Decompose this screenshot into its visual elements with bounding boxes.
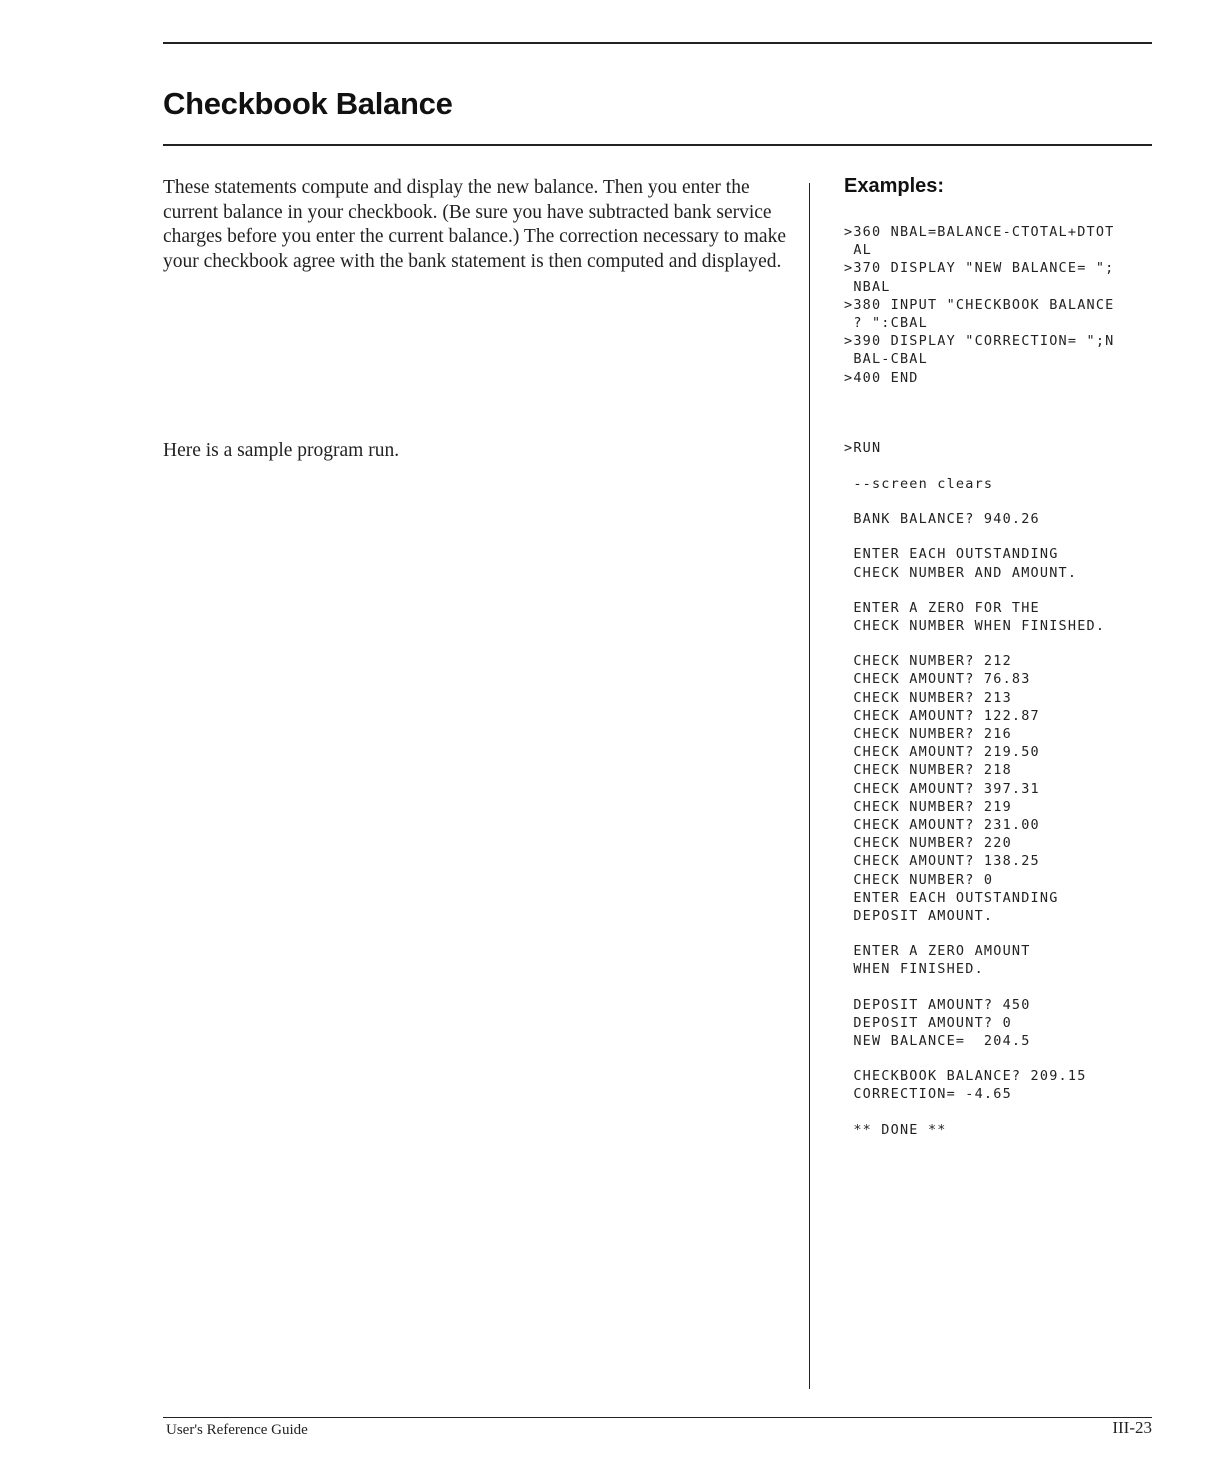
output-line: WHEN FINISHED.: [844, 961, 984, 978]
output-line: CHECK AMOUNT? 138.25: [844, 853, 1040, 870]
output-line: DEPOSIT AMOUNT? 0: [844, 1014, 1012, 1031]
output-line: CHECK NUMBER WHEN FINISHED.: [844, 618, 1106, 635]
code-line: BAL-CBAL: [844, 351, 928, 368]
output-line: [844, 493, 1105, 510]
sample-run-intro: Here is a sample program run.: [163, 440, 400, 461]
output-line: DEPOSIT AMOUNT? 450: [844, 996, 1031, 1013]
examples-heading: Examples:: [844, 175, 945, 197]
output-line: CHECK NUMBER? 212: [844, 653, 1012, 670]
column-divider: [809, 183, 810, 1389]
intro-paragraph: These statements compute and display the new balance. Then you enter the current balance in your checkbook. (Be sure you have subtracted bank service charges before you enter the current balance.) The correction necessary to make your checkbook agree with the bank statement is then computed and displayed.: [163, 177, 786, 272]
output-line: BANK BALANCE? 940.26: [844, 511, 1040, 528]
output-line: CHECK AMOUNT? 122.87: [844, 707, 1040, 724]
run-command: >RUN: [844, 440, 882, 456]
code-line: NBAL: [844, 278, 891, 295]
title-underline-rule: [163, 144, 1152, 146]
top-rule: [163, 42, 1152, 44]
output-line: [844, 582, 1105, 599]
page-title: Checkbook Balance: [163, 86, 453, 121]
sample-output: [844, 475, 1105, 1139]
output-line: [844, 925, 1105, 942]
code-listing: [844, 223, 1115, 387]
footer-rule: [163, 1417, 1152, 1418]
output-line: CHECK NUMBER? 220: [844, 835, 1012, 852]
output-line: CHECK NUMBER AND AMOUNT.: [844, 564, 1078, 581]
output-line: DEPOSIT AMOUNT.: [844, 908, 994, 925]
output-line: ** DONE **: [844, 1121, 947, 1138]
output-line: [844, 1050, 1105, 1067]
output-line: ENTER A ZERO AMOUNT: [844, 943, 1031, 960]
output-line: --screen clears: [844, 476, 994, 492]
output-line: [844, 979, 1105, 996]
code-line: >380 INPUT "CHECKBOOK BALANCE: [844, 296, 1115, 313]
output-line: CHECK NUMBER? 218: [844, 762, 1012, 779]
code-line: >400 END: [844, 369, 919, 386]
output-line: CHECK NUMBER? 216: [844, 726, 1012, 743]
code-line: AL: [844, 242, 872, 259]
footer-guide-title: User's Reference Guide: [166, 1422, 308, 1438]
output-line: CHECK NUMBER? 219: [844, 798, 1012, 815]
output-line: CHECKBOOK BALANCE? 209.15: [844, 1068, 1087, 1085]
code-line: >370 DISPLAY "NEW BALANCE= ";: [844, 260, 1115, 277]
output-line: CHECK AMOUNT? 219.50: [844, 744, 1040, 761]
output-line: [844, 528, 1105, 545]
code-line: >360 NBAL=BALANCE-CTOTAL+DTOT: [844, 224, 1115, 240]
output-line: CORRECTION= -4.65: [844, 1086, 1012, 1103]
code-line: ? ":CBAL: [844, 315, 928, 332]
output-line: CHECK NUMBER? 213: [844, 689, 1012, 706]
output-line: CHECK NUMBER? 0: [844, 871, 994, 888]
output-line: ENTER A ZERO FOR THE: [844, 599, 1040, 616]
output-line: NEW BALANCE= 204.5: [844, 1033, 1031, 1050]
output-line: CHECK AMOUNT? 397.31: [844, 780, 1040, 797]
output-line: [844, 635, 1105, 652]
output-line: [844, 1104, 1105, 1121]
output-line: CHECK AMOUNT? 231.00: [844, 817, 1040, 834]
page-number: III-23: [1112, 1418, 1152, 1437]
output-line: CHECK AMOUNT? 76.83: [844, 671, 1031, 688]
description-column: [163, 176, 793, 274]
output-line: ENTER EACH OUTSTANDING: [844, 546, 1059, 563]
code-line: >390 DISPLAY "CORRECTION= ";N: [844, 333, 1115, 350]
output-line: ENTER EACH OUTSTANDING: [844, 889, 1059, 906]
